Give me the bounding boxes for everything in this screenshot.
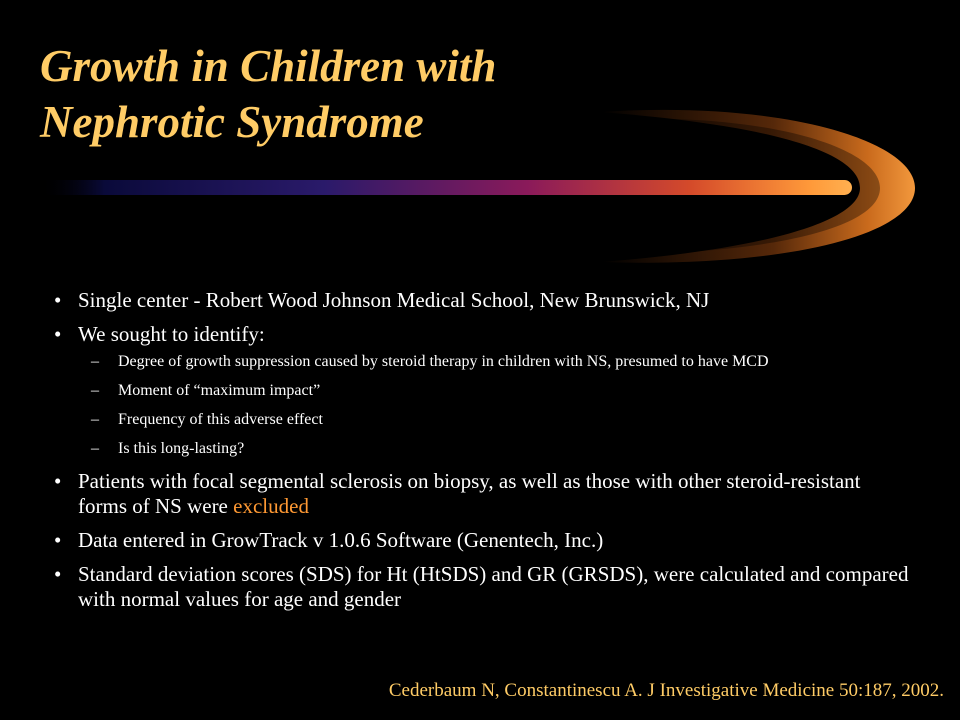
bullet-text-main: Patients with focal segmental sclerosis on biopsy, as well as those with other steroid-resistant forms of NS were xyxy=(78,469,861,518)
sub-bullet-text: Moment of “maximum impact” xyxy=(118,382,321,399)
bullet-icon: • xyxy=(54,288,62,312)
bullet-item xyxy=(50,288,910,313)
citation: Cederbaum N, Constantinescu A. J Investigative Medicine 50:187, 2002. xyxy=(388,680,944,701)
dash-icon: – xyxy=(91,382,99,399)
bullet-text: Data entered in GrowTrack v 1.0.6 Software (Genentech, Inc.) xyxy=(78,528,604,552)
sub-bullet-text: Frequency of this adverse effect xyxy=(118,411,323,428)
bullet-text: Standard deviation scores (SDS) for Ht (HtSDS) and GR (GRSDS), were calculated and compared with normal values for age and gender xyxy=(78,562,909,611)
bullet-text xyxy=(78,469,861,518)
sub-bullet-item xyxy=(78,440,878,458)
sub-bullet-item xyxy=(78,382,878,400)
bullet-icon: • xyxy=(54,469,62,493)
bullet-item xyxy=(50,322,910,458)
slide-title xyxy=(40,38,680,150)
highlight-excluded: excluded xyxy=(233,494,309,518)
title-line-2: Nephrotic Syndrome xyxy=(40,97,424,147)
sub-bullet-item xyxy=(78,353,878,371)
sub-bullet-list xyxy=(78,353,910,458)
gradient-bar xyxy=(40,180,852,195)
bullet-item xyxy=(50,469,910,519)
bullet-item xyxy=(50,528,910,553)
bullet-list xyxy=(50,288,910,621)
bullet-item xyxy=(50,562,910,612)
dash-icon: – xyxy=(91,440,99,457)
sub-bullet-item xyxy=(78,411,878,429)
bullet-text: Single center - Robert Wood Johnson Medical School, New Brunswick, NJ xyxy=(78,288,710,312)
bullet-text: We sought to identify: xyxy=(78,322,265,346)
sub-bullet-text: Degree of growth suppression caused by steroid therapy in children with NS, presumed to have MCD xyxy=(118,353,769,370)
dash-icon: – xyxy=(91,353,99,370)
title-line-1: Growth in Children with xyxy=(40,41,497,91)
bullet-icon: • xyxy=(54,562,62,586)
sub-bullet-text: Is this long-lasting? xyxy=(118,440,245,457)
bullet-icon: • xyxy=(54,322,62,346)
dash-icon: – xyxy=(91,411,99,428)
bullet-icon: • xyxy=(54,528,62,552)
